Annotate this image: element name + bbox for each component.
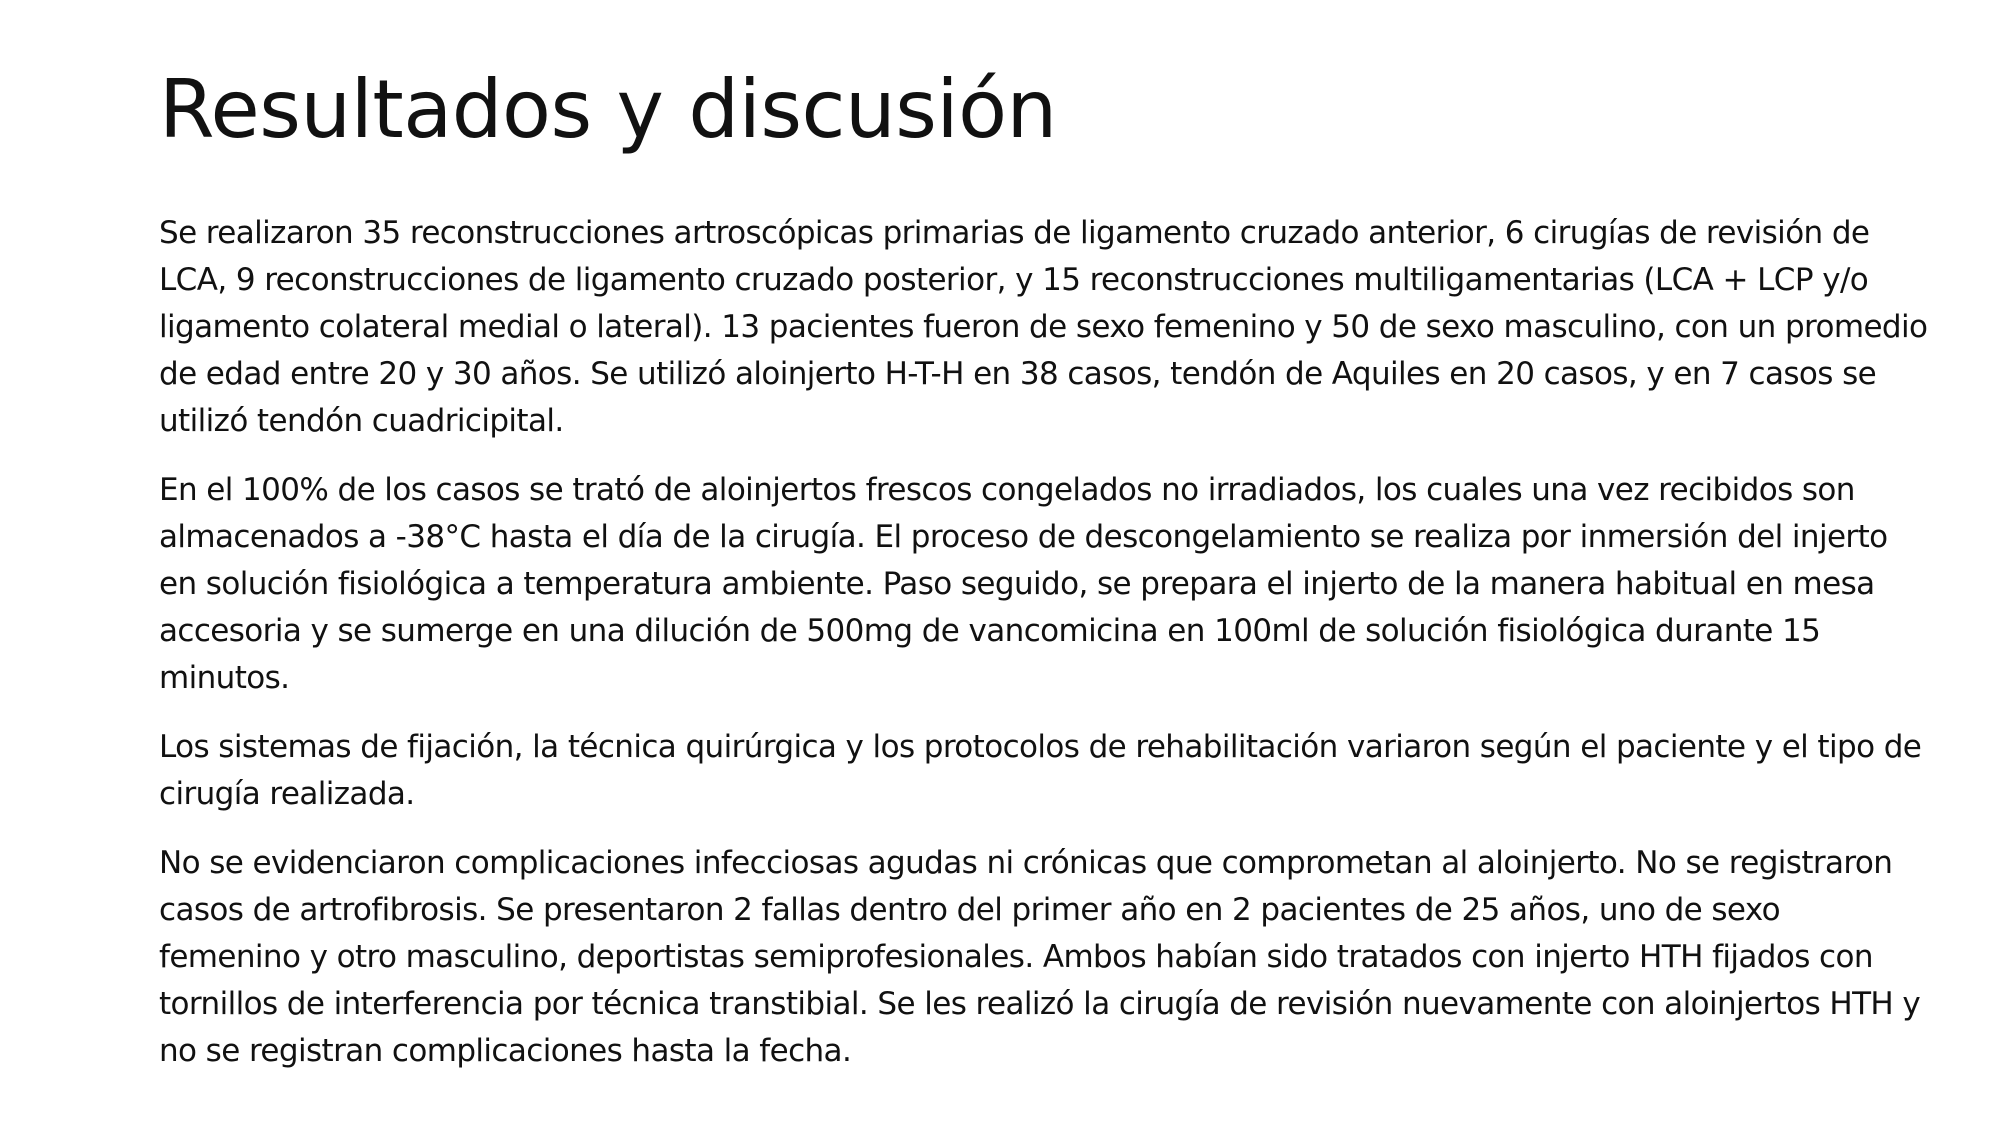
paragraph-fixation: Los sistemas de fijación, la técnica quirúrgica y los protocolos de rehabilitación variaron según el paciente y el tipo de cirugía realizada. [159,729,1922,812]
paragraph-complications: No se evidenciaron complicaciones infecciosas agudas ni crónicas que comprometan al aloinjerto. No se registraron casos de artrofibrosis. Se presentaron 2 fallas dentro del primer año en 2 pacientes de 25 años, uno de sexo femenino y otro masculino, deportistas semiprofesionales. Ambos habían sido tratados con injerto HTH fijados con tornillos de interferencia por técnica transtibial. Se les realizó la cirugía de revisión nuevamente con aloinjertos HTH y no se registran complicaciones hasta la fecha. [159,845,1921,1069]
paragraph-procedures: Se realizaron 35 reconstrucciones artroscópicas primarias de ligamento cruzado anterior, 6 cirugías de revisión de LCA, 9 reconstrucciones de ligamento cruzado posterior, y 15 reconstrucciones multiligamentarias (LCA + LCP y/o ligamento colateral medial o lateral). 13 pacientes fueron de sexo femenino y 50 de sexo masculino, con un promedio de edad entre 20 y 30 años. Se utilizó aloinjerto H-T-H en 38 casos, tendón de Aquiles en 20 casos, y en 7 casos se utilizó tendón cuadricipital. [159,215,1928,439]
paragraph-allografts: En el 100% de los casos se trató de aloinjertos frescos congelados no irradiados, los cuales una vez recibidos son almacenados a -38°C hasta el día de la cirugía. El proceso de descongelamiento se realiza por inmersión del injerto en solución fisiológica a temperatura ambiente. Paso seguido, se prepara el injerto de la manera habitual en mesa accesoria y se sumerge en una dilución de 500mg de vancomicina en 100ml de solución fisiológica durante 15 minutos. [159,472,1888,696]
slide-title: Resultados y discusión [159,63,1057,156]
slide-body [159,210,1929,1097]
